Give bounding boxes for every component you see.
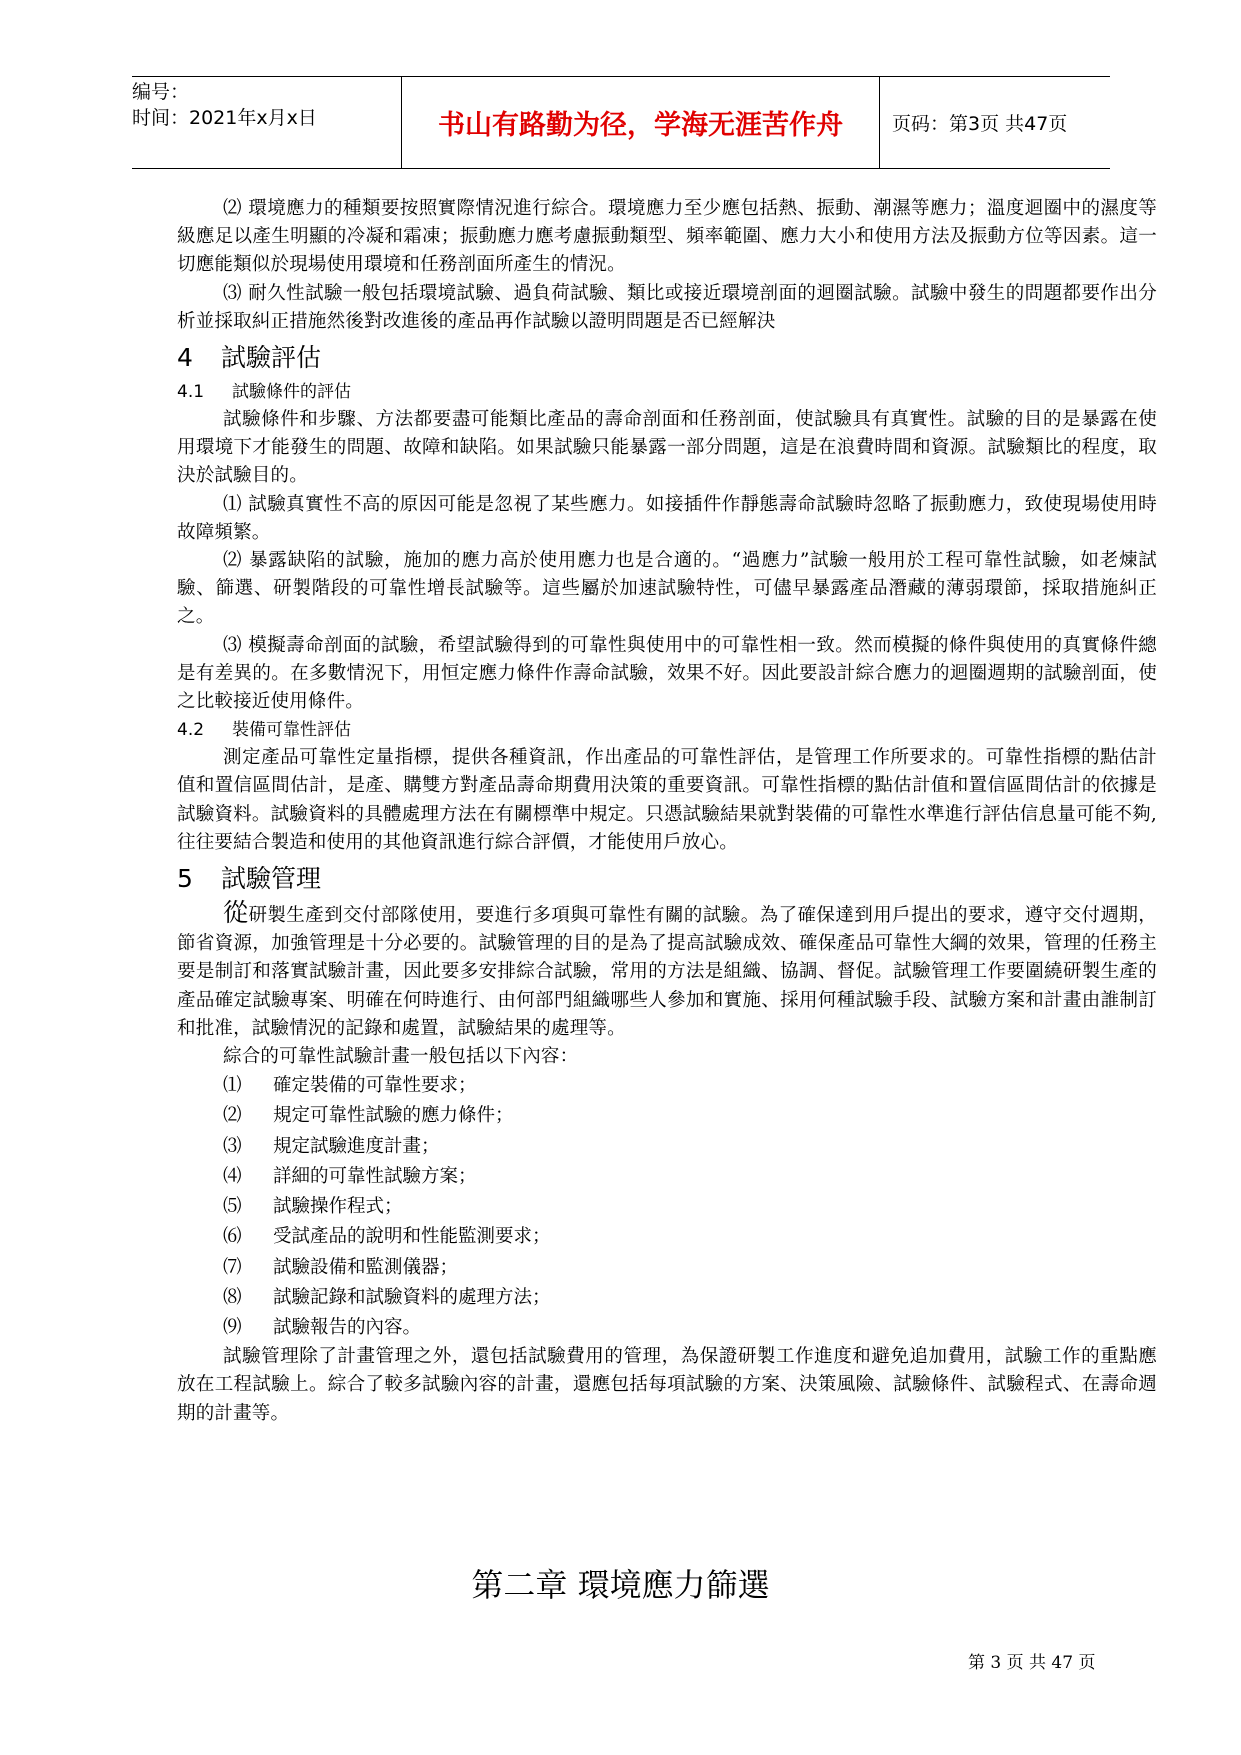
section-heading-5 — [177, 859, 1157, 899]
section-title: 試驗評估 — [221, 343, 322, 373]
plan-list — [177, 1071, 1157, 1343]
list-item-text: 試驗記錄和試驗資料的處理方法； — [273, 1286, 551, 1308]
subsection-number: 4.1 — [177, 382, 205, 403]
subsection-title: 試驗條件的評估 — [232, 382, 351, 403]
paragraph-plan-intro: 綜合的可靠性試驗計畫一般包括以下內容： — [223, 1046, 579, 1068]
subsection-heading-4-2 — [177, 716, 1157, 744]
subsection-title: 裝備可靠性評估 — [232, 720, 351, 741]
section-number: 4 — [177, 343, 193, 373]
paragraph-cond-3: ⑶ 模擬壽命剖面的試驗，希望試驗得到的可靠性與使用中的可靠性相一致。然而模擬的條件與使用的真實條件總是有差異的。在多數情況下，用恒定應力條件作壽命試驗，效果不好。因此要設計綜合應力的迴圈週期的試驗剖面，使之比較接近使用條件。 — [177, 634, 1157, 713]
list-item — [177, 1162, 1157, 1192]
paragraph-env-types: ⑵ 環境應力的種類要按照實際情況進行綜合。環境應力至少應包括熱、振動、潮濕等應力；溫度迴圈中的濕度等級應足以產生明顯的冷凝和霜凍；振動應力應考慮振動類型、頻率範圍、應力大小和使用方法及振動方位等因素。這一切應能類似於現場使用環境和任務剖面所產生的情況。 — [177, 198, 1157, 276]
paragraph-equip: 測定產品可靠性定量指標，提供各種資訊，作出產品的可靠性評估，是管理工作所要求的。可靠性指標的點估計值和置信區間估計，是產、購雙方對產品壽命期費用決策的重要資訊。可靠性指標的點估計值和置信區間估計的依據是試驗資料。試驗資料的具體處理方法在有關標準中規定。只憑試驗結果就對裝備的可靠性水準進行評估信息量可能不夠,往往要結合製造和使用的其他資訊進行綜合評價，才能使用戶放心。 — [177, 747, 1157, 853]
list-item-text: 規定試驗進度計畫； — [273, 1135, 440, 1157]
paragraph-mgmt-cost: 試驗管理除了計畫管理之外，還包括試驗費用的管理，為保證研製工作進度和避免追加費用，試驗工作的重點應放在工程試驗上。綜合了較多試驗內容的計畫，還應包括每項試驗的方案、決策風險、試驗條件、試驗程式、在壽命週期的計畫等。 — [177, 1346, 1157, 1424]
paragraph-cond-intro: 試驗條件和步驟、方法都要盡可能類比產品的壽命剖面和任務剖面，使試驗具有真實性。試驗的目的是暴露在使用環境下才能發生的問題、故障和缺陷。如果試驗只能暴露一部分問題，這是在浪費時間和資源。試驗類比的程度，取決於試驗目的。 — [177, 409, 1157, 487]
paragraph-cond-1: ⑴ 試驗真實性不高的原因可能是忽視了某些應力。如接插件作靜態壽命試驗時忽略了振動應力，致使現場使用時故障頻繁。 — [177, 493, 1157, 543]
number-label: 编号： — [132, 81, 190, 103]
header-page-info: 页码：第3页 共47页 — [892, 113, 1068, 135]
list-item — [177, 1101, 1157, 1131]
list-item — [177, 1071, 1157, 1101]
page-footer: 第 3 页 共 47 页 — [968, 1653, 1096, 1673]
list-item — [177, 1132, 1157, 1162]
list-item-text: 試驗報告的內容。 — [273, 1316, 422, 1338]
list-item — [177, 1253, 1157, 1283]
list-item-number: ⑼ — [223, 1316, 242, 1338]
list-item-number: ⑻ — [223, 1286, 242, 1308]
list-item-text: 受試產品的說明和性能監測要求； — [273, 1226, 551, 1248]
list-item — [177, 1192, 1157, 1222]
list-item — [177, 1283, 1157, 1313]
dropcap-char: 從 — [223, 898, 249, 928]
section-heading-4 — [177, 338, 1157, 378]
header-meta — [132, 77, 402, 168]
section-number: 5 — [177, 864, 193, 894]
subsection-heading-4-1 — [177, 378, 1157, 406]
list-item-text: 試驗設備和監測儀器； — [273, 1256, 459, 1278]
list-item — [177, 1313, 1157, 1343]
paragraph-mgmt — [177, 899, 1157, 1043]
list-item-number: ⑴ — [223, 1075, 242, 1097]
list-item — [177, 1222, 1157, 1252]
list-item-number: ⑸ — [223, 1196, 242, 1218]
list-item-number: ⑵ — [223, 1105, 242, 1127]
list-item-number: ⑹ — [223, 1226, 242, 1248]
list-item-number: ⑷ — [223, 1165, 242, 1187]
list-item-text: 確定裝備的可靠性要求； — [273, 1075, 477, 1097]
list-item-number: ⑶ — [223, 1135, 242, 1157]
paragraph-mgmt-text: 研製生產到交付部隊使用，要進行多項與可靠性有關的試驗。為了確保達到用戶提出的要求，遵守交付週期，節省資源，加強管理是十分必要的。試驗管理的目的是為了提高試驗成效、確保產品可靠性大綱的效果，管理的任務主要是制訂和落實試驗計畫，因此要多安排綜合試驗，常用的方法是組織、協調、督促。試驗管理工作要圍繞研製生產的產品確定試驗專案、明確在何時進行、由何部門組織哪些人參加和實施、採用何種試驗手段、試驗方案和計畫由誰制訂和批准，試驗情況的記錄和處置，試驗結果的處理等。 — [177, 905, 1157, 1039]
page-header — [132, 76, 1110, 169]
paragraph-cond-2: ⑵ 暴露缺陷的試驗，施加的應力高於使用應力也是合適的。“過應力”試驗一般用於工程可靠性試驗，如老煉試驗、篩選、研製階段的可靠性增長試驗等。這些屬於加速試驗特性，可儘早暴露產品潛藏的薄弱環節，採取措施糾正之。 — [177, 550, 1157, 628]
list-item-text: 詳細的可靠性試驗方案； — [273, 1165, 477, 1187]
chapter-title: 第二章 環境應力篩選 — [471, 1566, 770, 1604]
section-title: 試驗管理 — [221, 864, 322, 894]
time-label: 时间：2021年x月x日 — [132, 107, 317, 129]
subsection-number: 4.2 — [177, 720, 205, 741]
header-motto: 书山有路勤为径，学海无涯苦作舟 — [402, 77, 880, 168]
paragraph-durability: ⑶ 耐久性試驗一般包括環境試驗、過負荷試驗、類比或接近環境剖面的迴圈試驗。試驗中發生的問題都要作出分析並採取糾正措施然後對改進後的產品再作試驗以證明問題是否已經解決 — [177, 282, 1157, 332]
list-item-text: 規定可靠性試驗的應力條件； — [273, 1105, 514, 1127]
document-body — [177, 195, 1157, 1428]
list-item-text: 試驗操作程式； — [273, 1196, 403, 1218]
list-item-number: ⑺ — [223, 1256, 242, 1278]
